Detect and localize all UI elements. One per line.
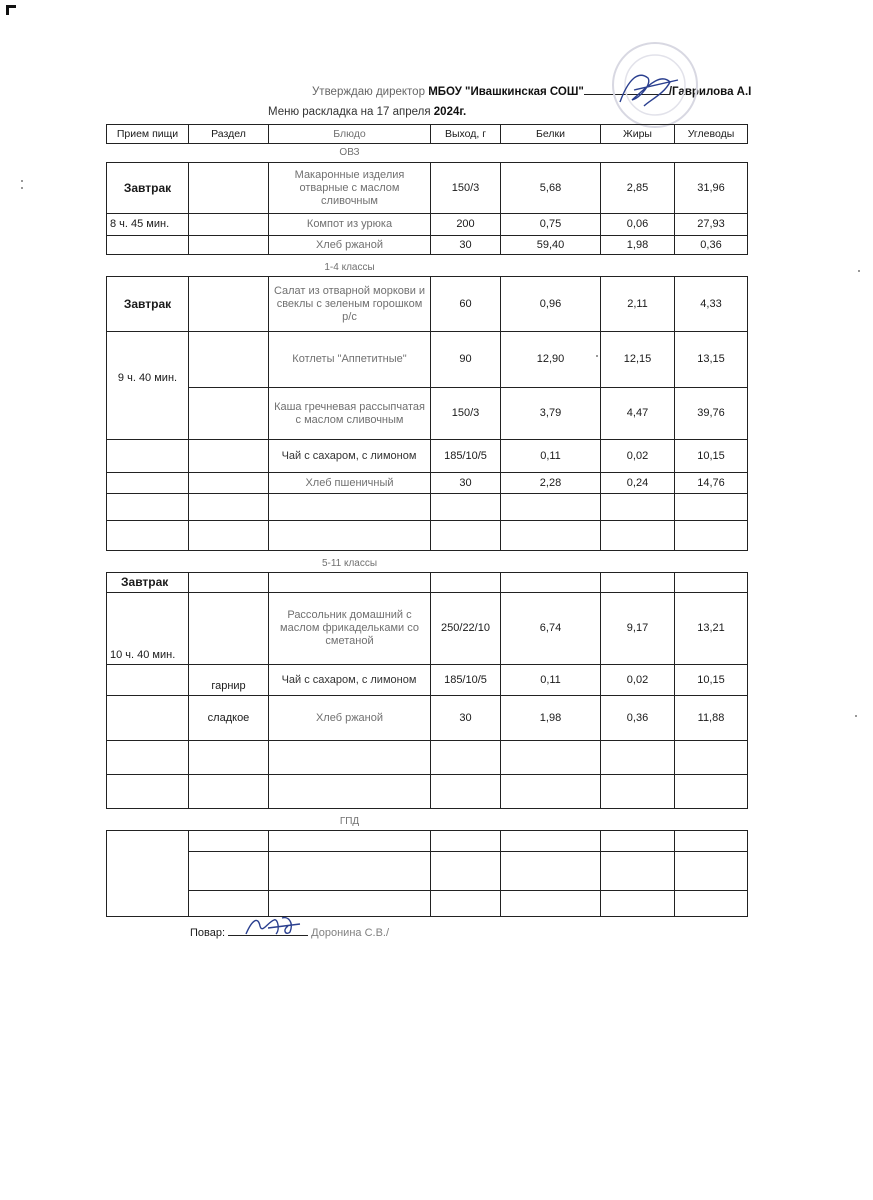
dish-fat: 0,02: [626, 449, 649, 462]
menu-date: 2024г.: [433, 106, 467, 118]
dish-protein: 5,68: [539, 181, 562, 194]
dish-protein: 3,79: [539, 407, 562, 419]
director-name: /Гаврилова А.I: [668, 86, 752, 98]
meal-time: 10 ч. 40 мин.: [110, 649, 176, 661]
dish-fat: 2,11: [627, 297, 648, 310]
dish-section: сладкое: [207, 711, 250, 724]
cook-signature: [238, 912, 308, 942]
column-header: Жиры: [623, 128, 652, 140]
dish-carbs: 13,15: [697, 353, 725, 365]
dish-carbs: 4,33: [700, 297, 722, 310]
dish-carbs: 39,76: [697, 407, 725, 419]
dish-name: Котлеты "Аппетитные": [292, 353, 407, 365]
section-label-gpd: ГПД: [339, 816, 360, 827]
dish-carbs: 10,15: [697, 673, 725, 686]
meal-time: 9 ч. 40 мин.: [117, 372, 178, 384]
column-header: Углеводы: [687, 128, 735, 140]
dish-protein: 0,75: [539, 218, 562, 230]
dish-yield: 150/3: [451, 407, 480, 419]
dish-fat: 0,06: [626, 218, 649, 230]
dish-protein: 59,40: [536, 238, 565, 251]
dish-fat: 0,36: [626, 711, 649, 724]
dish-protein: 2,28: [539, 476, 562, 489]
school-name: МБОУ "Ивашкинская СОШ": [428, 86, 584, 98]
dish-fat: 0,02: [626, 673, 649, 686]
dish-yield: 185/10/5: [444, 673, 487, 686]
dish-protein: 1,98: [539, 711, 562, 724]
dish-carbs: 10,15: [697, 449, 725, 462]
column-header: Блюдо: [333, 128, 366, 140]
dish-yield: 60: [459, 297, 472, 310]
menu-title-prefix: Меню раскладка на 17 апреля: [268, 106, 431, 118]
dish-yield: 30: [459, 238, 472, 251]
column-header: Прием пищи: [116, 128, 179, 140]
cook-name: Доронина С.В./: [311, 927, 390, 939]
meal-time: 8 ч. 45 мин.: [110, 218, 170, 230]
dish-carbs: 14,76: [697, 476, 725, 489]
dish-carbs: 0,36: [700, 238, 722, 251]
dish-name: Чай с сахаром, с лимоном: [281, 673, 417, 686]
dish-name: Макаронные изделия отварные с маслом сливочным: [294, 168, 405, 207]
dish-yield: 200: [456, 218, 475, 230]
column-header: Выход, г: [444, 128, 487, 140]
section-label-grades-5-11: 5-11 классы: [321, 558, 378, 569]
dish-fat: 2,85: [626, 181, 649, 194]
dish-carbs: 27,93: [697, 218, 725, 230]
dish-name: Хлеб ржаной: [315, 711, 384, 724]
dish-protein: 0,96: [539, 297, 562, 310]
dish-carbs: 31,96: [697, 181, 725, 194]
dish-yield: 150/3: [451, 181, 480, 194]
cook-label: Повар:: [190, 927, 226, 939]
dish-fat: 0,24: [626, 476, 649, 489]
dish-protein: 12,90: [536, 353, 565, 365]
dish-name: Хлеб ржаной: [315, 238, 384, 251]
dish-name: Компот из урюка: [306, 218, 393, 230]
meal-label: Завтрак: [121, 575, 169, 589]
dish-protein: 0,11: [540, 449, 561, 462]
dish-name: Салат из отварной моркови и свеклы с зеленым горошком р/с: [273, 284, 426, 323]
column-header: Белки: [536, 128, 565, 140]
dish-name: Рассольник домашний с маслом фрикадельками со сметаной: [280, 609, 419, 647]
section-label-grades-1-4: 1-4 классы: [324, 262, 375, 273]
dish-yield: 30: [459, 476, 472, 489]
dish-fat: 4,47: [626, 407, 649, 419]
dish-protein: 6,74: [539, 622, 562, 634]
dish-fat: 9,17: [626, 622, 649, 634]
dish-protein: 0,11: [540, 673, 561, 686]
dish-yield: 185/10/5: [444, 449, 487, 462]
dish-fat: 12,15: [623, 353, 652, 365]
dish-yield: 30: [459, 711, 472, 724]
meal-label: Завтрак: [123, 296, 172, 311]
dish-carbs: 11,88: [697, 711, 725, 724]
dish-name: Чай с сахаром, с лимоном: [281, 449, 417, 462]
section-label-ovz: ОВЗ: [339, 147, 360, 158]
dish-name: Каша гречневая рассыпчатая с маслом сливочным: [274, 400, 425, 426]
meal-label: Завтрак: [123, 180, 172, 195]
approval-prefix: Утверждаю директор: [312, 86, 425, 98]
dish-yield: 90: [459, 353, 472, 365]
dish-fat: 1,98: [626, 238, 649, 251]
dish-carbs: 13,21: [697, 622, 725, 634]
dish-yield: 250/22/10: [441, 622, 490, 634]
dish-name: Хлеб пшеничный: [305, 476, 394, 489]
dish-section: гарнир: [211, 680, 246, 692]
column-header: Раздел: [211, 128, 246, 140]
